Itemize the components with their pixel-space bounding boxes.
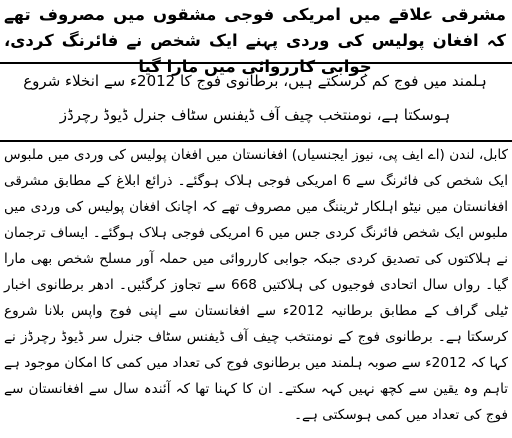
headline: مشرقی علاقے میں امریکی فوجی مشقوں میں مصروف تھے کہ افغان پولیس کی وردی پہنے ایک شخص نے فائرنگ کردی، جوابی کارروائی میں مارا گیا — [4, 5, 506, 76]
article-body — [4, 142, 508, 428]
subheadline: ہلمند میں فوج کم کرسکتے ہیں، برطانوی فوج کا 2012ء سے انخلاء شروع ہوسکتا ہے، نومنتخب چیف آف ڈیفنس سٹاف جنرل ڈیوڈ رچرڈز — [23, 72, 487, 124]
article-paragraph: کابل، لندن (اے ایف پی، نیوز ایجنسیاں) افغانستان میں افغان پولیس کی وردی میں ملبوس ایک شخص کی فائرنگ سے 6 امریکی فوجی ہلاک ہوگئے۔ ذرائع ابلاغ کے مطابق مشرقی افغانستان میں نیٹو اہلکار ٹریننگ میں مصروف تھے کہ اچانک افغان پولیس کی وردی میں ملبوس ایک شخص فائرنگ کردی جس میں 6 امریکی فوجی ہلاک ہوگئے۔ ایساف ترجمان نے ہلاکتوں کی تصدیق کردی جبکہ جوابی کارروائی میں حملہ آور مسلح شخص بھی مارا گیا۔ رواں سال اتحادی فوجیوں کی ہلاکتیں 668 سے تجاوز کرگئیں۔ ادھر برطانوی اخبار ٹیلی گراف کے مطابق برطانیہ 2012ء سے افغانستان سے اپنی فوج واپس بلانا شروع کرسکتا ہے۔ برطانوی فوج کے نومنتخب چیف آف ڈیفنس سٹاف جنرل سر ڈیوڈ رچرڈز نے کہا کہ 2012ء سے صوبہ ہلمند میں برطانوی فوج کی تعداد میں کمی کا امکان موجود ہے تاہم وہ یقین سے کچھ نہیں کہہ سکتے۔ ان کا کہنا تھا کہ آئندہ سال سے افغانستان سے فوج کی تعداد میں کمی ہوسکتی ہے۔ — [4, 147, 509, 423]
